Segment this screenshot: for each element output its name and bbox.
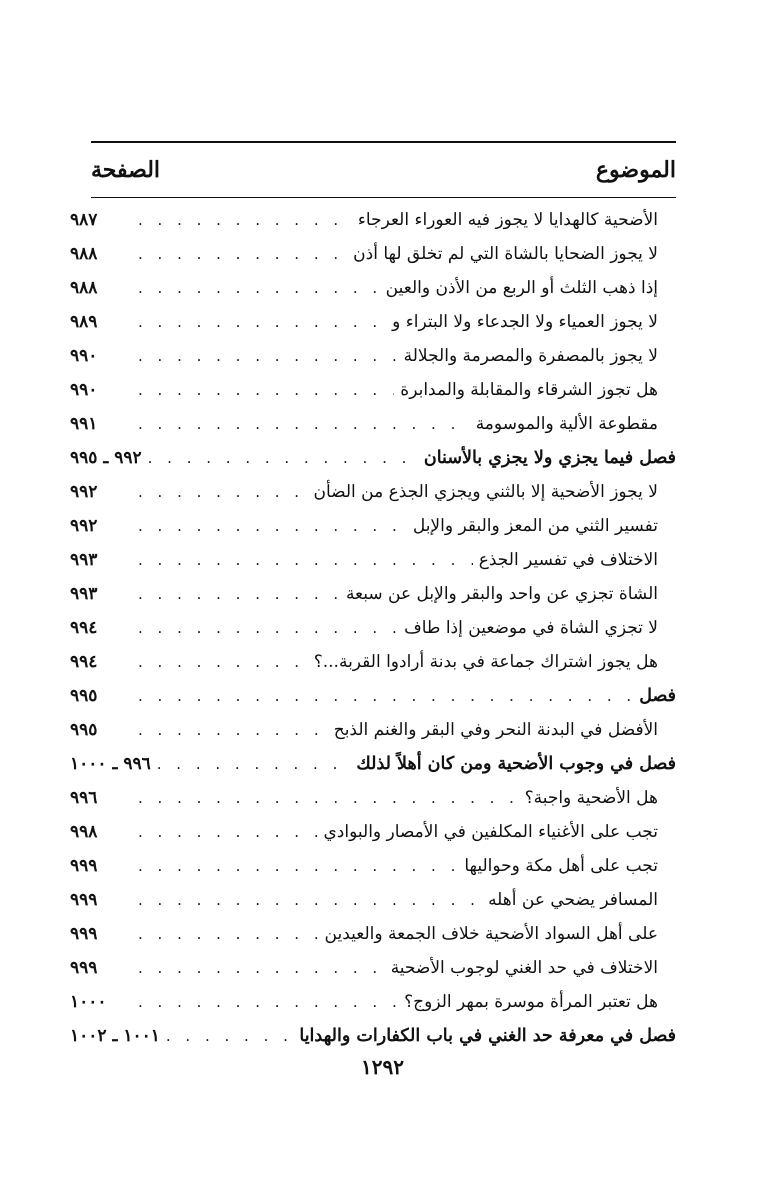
toc-entry-title: على أهل السواد الأضحية خلاف الجمعة والعيدين — [324, 924, 658, 944]
dot-leader — [132, 415, 470, 433]
toc-entry-row — [70, 917, 676, 951]
toc-entry-title: الشاة تجزي عن واحد والبقر والإبل عن سبعة — [345, 584, 658, 604]
toc-entry-pages: ٩٨٩ — [70, 312, 98, 332]
toc-entry-row — [70, 305, 676, 339]
toc-entry-pages: ٩٨٨ — [70, 278, 98, 298]
toc-entry-title: الأضحية كالهدايا لا يجوز فيه العوراء العرجاء — [357, 210, 658, 230]
toc-section-row — [70, 679, 676, 713]
toc-entry-row — [70, 781, 676, 815]
toc-entry-row — [70, 475, 676, 509]
page-number: ١٢٩٢ — [361, 1055, 404, 1079]
toc-entry-row — [70, 883, 676, 917]
toc-entry-row — [70, 713, 676, 747]
dot-leader — [132, 483, 307, 501]
dot-leader — [132, 993, 398, 1011]
toc-entry-pages: ٩٩٣ — [70, 550, 98, 570]
toc-entry-row — [70, 815, 676, 849]
table-header — [91, 150, 676, 190]
toc-entry-title: الأفضل في البدنة النحر وفي البقر والغنم الذبح — [333, 720, 658, 740]
toc-section-row — [70, 441, 676, 475]
toc-entry-title: الاختلاف في حد الغني لوجوب الأضحية — [390, 958, 658, 978]
toc-entry-pages: ٩٩٩ — [70, 958, 98, 978]
toc-entry-row — [70, 645, 676, 679]
toc-entry-row — [70, 577, 676, 611]
toc-entry-pages: ٩٩٢ — [70, 516, 98, 536]
toc-entry-pages: ٩٩٤ — [70, 618, 98, 638]
toc-entry-row — [70, 237, 676, 271]
dot-leader — [160, 1027, 293, 1045]
toc-entry-pages: ٩٩٢ ـ ٩٩٥ — [70, 448, 142, 468]
dot-leader — [132, 381, 394, 399]
toc-entry-row — [70, 849, 676, 883]
toc-entry-pages: ٩٩٩ — [70, 890, 98, 910]
topic-column-header: الموضوع — [595, 157, 676, 183]
toc-entry-pages: ٩٩٤ — [70, 652, 98, 672]
dot-leader — [142, 449, 418, 467]
toc-entry-title: هل الأضحية واجبة؟ — [524, 788, 658, 808]
toc-entry-title: مقطوعة الألية والموسومة — [475, 414, 658, 434]
toc-entry-pages: ٩٩٣ — [70, 584, 98, 604]
dot-leader — [132, 517, 407, 535]
toc-entry-title: فصل فيما يجزي ولا يجزي بالأسنان — [423, 448, 676, 468]
toc-entry-pages: ٩٩٠ — [70, 380, 98, 400]
dot-leader — [132, 857, 458, 875]
dot-leader — [132, 585, 340, 603]
toc-entry-title: فصل في وجوب الأضحية ومن كان أهلاً لذلك — [356, 754, 676, 774]
toc-entry-pages: ٩٨٨ — [70, 244, 98, 264]
toc-entry-row — [70, 611, 676, 645]
dot-leader — [132, 279, 380, 297]
toc-entry-row — [70, 509, 676, 543]
dot-leader — [132, 245, 347, 263]
toc-entry-pages: ٩٩٨ — [70, 822, 98, 842]
dot-leader — [132, 313, 386, 331]
dot-leader — [151, 755, 351, 773]
toc-entry-title: فصل في معرفة حد الغني في باب الكفارات والهدايا — [299, 1026, 676, 1046]
dot-leader — [132, 619, 398, 637]
toc-entry-title: هل يجوز اشتراك جماعة في بدنة أرادوا القربة...؟ — [313, 652, 658, 672]
toc-entry-pages: ٩٩٩ — [70, 924, 98, 944]
toc-entry-row — [70, 271, 676, 305]
toc-entry-title: هل تعتبر المرأة موسرة بمهر الزوج؟ — [404, 992, 658, 1012]
toc-entry-title: هل تجوز الشرقاء والمقابلة والمدابرة — [400, 380, 658, 400]
toc-entry-pages: ٩٩٢ — [70, 482, 98, 502]
toc-entry-row — [70, 373, 676, 407]
toc-entry-row — [70, 951, 676, 985]
toc-section-row — [70, 1019, 676, 1053]
toc-entry-row — [70, 203, 676, 237]
dot-leader — [132, 551, 473, 569]
dot-leader — [132, 687, 633, 705]
toc-entry-title: فصل — [639, 686, 676, 706]
dot-leader — [132, 347, 398, 365]
dot-leader — [132, 653, 308, 671]
toc-entry-pages: ٩٩٩ — [70, 856, 98, 876]
toc-entry-title: لا تجزي الشاة في موضعين إذا طاف — [404, 618, 658, 638]
toc-entry-title: لا يجوز بالمصفرة والمصرمة والجلالة — [403, 346, 658, 366]
toc-entry-title: الاختلاف في تفسير الجذع — [478, 550, 658, 570]
toc-entry-row — [70, 339, 676, 373]
toc-entry-row — [70, 543, 676, 577]
toc-entry-title: لا يجوز الأضحية إلا بالثني ويجزي الجذع من الضأن — [313, 482, 658, 502]
dot-leader — [132, 721, 328, 739]
toc-entry-row — [70, 985, 676, 1019]
toc-entry-title: المسافر يضحي عن أهله — [488, 890, 658, 910]
toc-entry-pages: ٩٩١ — [70, 414, 98, 434]
toc-entry-title: تجب على الأغنياء المكلفين في الأمصار والبوادي — [323, 822, 658, 842]
top-rule — [91, 141, 676, 143]
toc-entry-title: تجب على أهل مكة وحواليها — [464, 856, 658, 876]
toc-entry-pages: ١٠٠١ ـ ١٠٠٢ — [70, 1026, 160, 1046]
dot-leader — [132, 211, 352, 229]
dot-leader — [132, 925, 319, 943]
toc-list — [70, 203, 676, 1053]
page-column-header: الصفحة — [91, 157, 161, 183]
header-rule — [91, 197, 676, 198]
toc-entry-row — [70, 407, 676, 441]
toc-entry-pages: ٩٩٥ — [70, 720, 98, 740]
toc-entry-pages: ٩٩٠ — [70, 346, 98, 366]
toc-entry-pages: ٩٨٧ — [70, 210, 98, 230]
toc-entry-pages: ١٠٠٠ — [70, 992, 107, 1012]
toc-entry-pages: ٩٩٦ ـ ١٠٠٠ — [70, 754, 151, 774]
dot-leader — [132, 789, 519, 807]
toc-entry-pages: ٩٩٥ — [70, 686, 98, 706]
toc-section-row — [70, 747, 676, 781]
dot-leader — [132, 959, 385, 977]
toc-entry-title: تفسير الثني من المعز والبقر والإبل — [412, 516, 658, 536]
toc-entry-title: إذا ذهب الثلث أو الربع من الأذن والعين — [385, 278, 658, 298]
dot-leader — [132, 823, 318, 841]
dot-leader — [132, 891, 482, 909]
toc-entry-title: لا يجوز الضحايا بالشاة التي لم تخلق لها أذن — [353, 244, 658, 264]
toc-entry-title: لا يجوز العمياء ولا الجدعاء ولا البتراء و — [392, 312, 658, 332]
toc-entry-pages: ٩٩٦ — [70, 788, 98, 808]
